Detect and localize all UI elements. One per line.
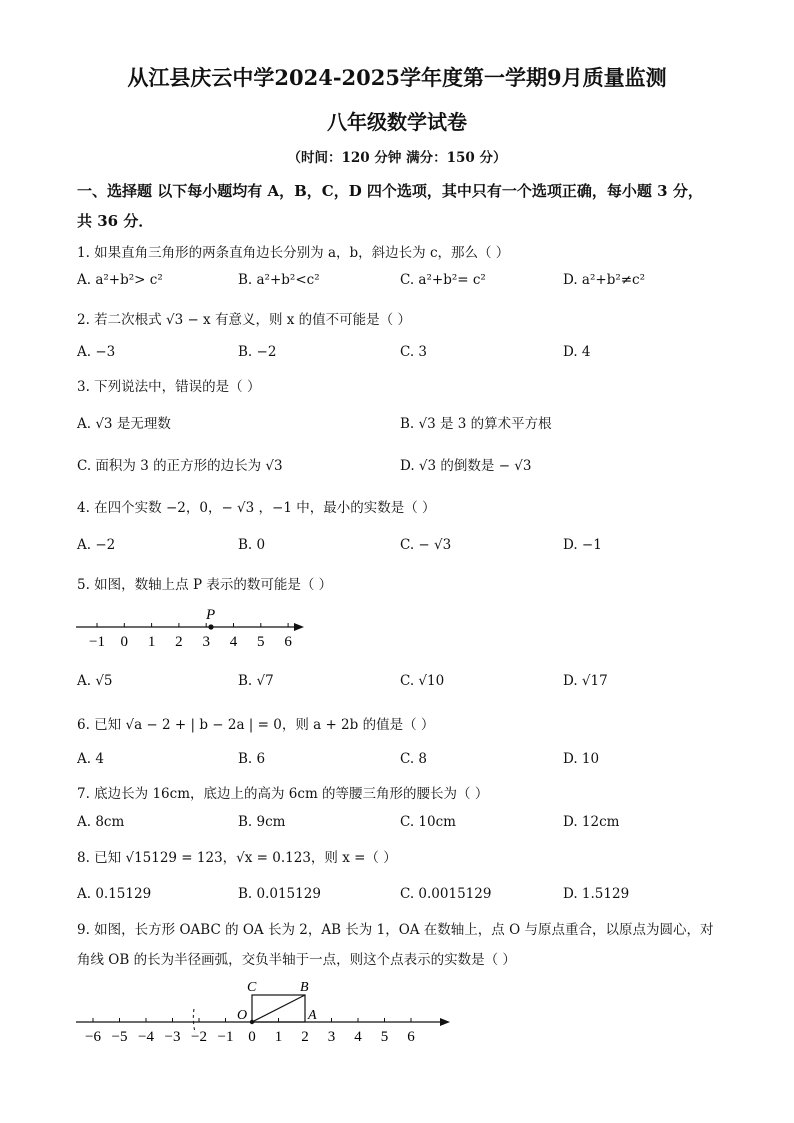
question-4-option-a: A. −2 [77, 537, 116, 553]
tick-label: −6 [85, 1029, 101, 1045]
tick-label: 6 [407, 1029, 415, 1045]
question-6-option-c: C. 8 [400, 751, 428, 767]
section-heading-line1: 一、选择题 以下每小题均有 A，B，C，D 四个选项，其中只有一个选项正确，每小题 3 分， [77, 182, 703, 200]
tick-label: 6 [284, 634, 292, 650]
question-7-option-d: D. 12cm [563, 814, 620, 830]
question-4-option-b: B. 0 [238, 537, 266, 553]
question-6-option-a: A. 4 [77, 751, 104, 767]
question-3-option-c: C. 面积为 3 的正方形的边长为 √3 [77, 458, 283, 474]
question-3-option-a: A. √3 是无理数 [77, 416, 171, 432]
question-8-option-b: B. 0.015129 [238, 886, 321, 902]
question-3-stem: 3. 下列说法中，错误的是（ ） [77, 379, 261, 395]
question-8-option-c: C. 0.0015129 [400, 886, 492, 902]
tick-label: 3 [327, 1029, 336, 1045]
tick-label: 3 [202, 634, 210, 650]
question-7-option-c: C. 10cm [400, 814, 456, 830]
question-1-option-a: A. a²+b²> c² [77, 272, 163, 288]
question-2-stem: 2. 若二次根式 √3 − x 有意义，则 x 的值不可能是（ ） [77, 312, 411, 328]
label-a: A [308, 1008, 317, 1023]
tick-label: 5 [380, 1029, 389, 1045]
point-p [208, 624, 213, 629]
tick-label: 5 [257, 634, 265, 650]
tick-label: 4 [229, 634, 238, 650]
tick-label: 4 [354, 1029, 362, 1045]
time-info: （时间：120 分钟 满分：150 分） [287, 150, 507, 166]
exam-subtitle: 八年级数学试卷 [327, 110, 467, 134]
question-4-stem: 4. 在四个实数 −2，0，− √3 ，−1 中，最小的实数是（ ） [77, 500, 436, 516]
question-7-stem: 7. 底边长为 16cm，底边上的高为 6cm 的等腰三角形的腰长为（ ） [77, 786, 489, 802]
tick-label: −3 [164, 1029, 181, 1045]
tick-label: 2 [175, 634, 183, 650]
question-5-option-d: D. √17 [563, 673, 608, 689]
tick-label: 0 [248, 1029, 256, 1045]
tick-label: 1 [274, 1029, 283, 1045]
tick-label: −5 [111, 1029, 128, 1045]
question-4-option-c: C. − √3 [400, 537, 452, 553]
tick-label: 0 [120, 634, 129, 650]
question-5-option-a: A. √5 [77, 673, 113, 689]
question-1-option-d: D. a²+b²≠c² [563, 272, 646, 288]
label-o: O [237, 1008, 248, 1023]
question-6-stem: 6. 已知 √a − 2 + | b − 2a | = 0，则 a + 2b 的值是（ ） [77, 717, 435, 733]
exam-title: 从江县庆云中学2024-2025学年度第一学期9月质量监测 [127, 65, 667, 90]
question-1-option-c: C. a²+b²= c² [400, 272, 486, 288]
question-1-option-b: B. a²+b²<c² [238, 272, 320, 288]
tick-label: −1 [217, 1029, 234, 1045]
question-2-option-d: D. 4 [563, 344, 591, 360]
question-5-stem: 5. 如图，数轴上点 P 表示的数可能是（ ） [77, 577, 333, 593]
question-2-option-b: B. −2 [238, 344, 277, 360]
figure-9-number-line [70, 975, 460, 1047]
question-9-stem-line1: 9. 如图，长方形 OABC 的 OA 长为 2，AB 长为 1，OA 在数轴上，点 O 与原点重合，以原点为圆心，对 [77, 922, 714, 938]
diagonal-ob [252, 995, 305, 1022]
tick-label: 2 [301, 1029, 309, 1045]
tick-label: −2 [191, 1029, 207, 1045]
axis-arrow-icon [440, 1018, 450, 1026]
question-6-option-b: B. 6 [238, 751, 266, 767]
question-4-option-d: D. −1 [563, 537, 602, 553]
question-8-option-a: A. 0.15129 [77, 886, 152, 902]
point-p-label: P [206, 607, 216, 623]
label-c: C [247, 980, 257, 995]
origin-point [250, 1020, 254, 1024]
question-9-stem-line2: 角线 OB 的长为半径画弧，交负半轴于一点，则这个点表示的实数是（ ） [77, 952, 516, 968]
question-2-option-c: C. 3 [400, 344, 428, 360]
question-3-option-d: D. √3 的倒数是 − √3 [400, 458, 532, 474]
question-8-stem: 8. 已知 √15129 = 123，√x = 0.123，则 x =（ ） [77, 850, 397, 866]
question-3-option-b: B. √3 是 3 的算术平方根 [400, 416, 552, 432]
tick-label: 1 [147, 634, 156, 650]
figure-5-number-line [70, 600, 320, 652]
section-heading-line2: 共 36 分． [77, 212, 154, 230]
question-5-option-b: B. √7 [238, 673, 274, 689]
question-8-option-d: D. 1.5129 [563, 886, 630, 902]
tick-label: −1 [89, 634, 105, 650]
question-6-option-d: D. 10 [563, 751, 600, 767]
tick-label: −4 [138, 1029, 154, 1045]
question-2-option-a: A. −3 [77, 344, 116, 360]
question-7-option-b: B. 9cm [238, 814, 286, 830]
question-7-option-a: A. 8cm [77, 814, 125, 830]
label-b: B [300, 980, 309, 995]
question-5-option-c: C. √10 [400, 673, 445, 689]
question-1-stem: 1. 如果直角三角形的两条直角边长分别为 a，b，斜边长为 c，那么（ ） [77, 245, 510, 261]
axis-arrow-icon [294, 623, 304, 631]
